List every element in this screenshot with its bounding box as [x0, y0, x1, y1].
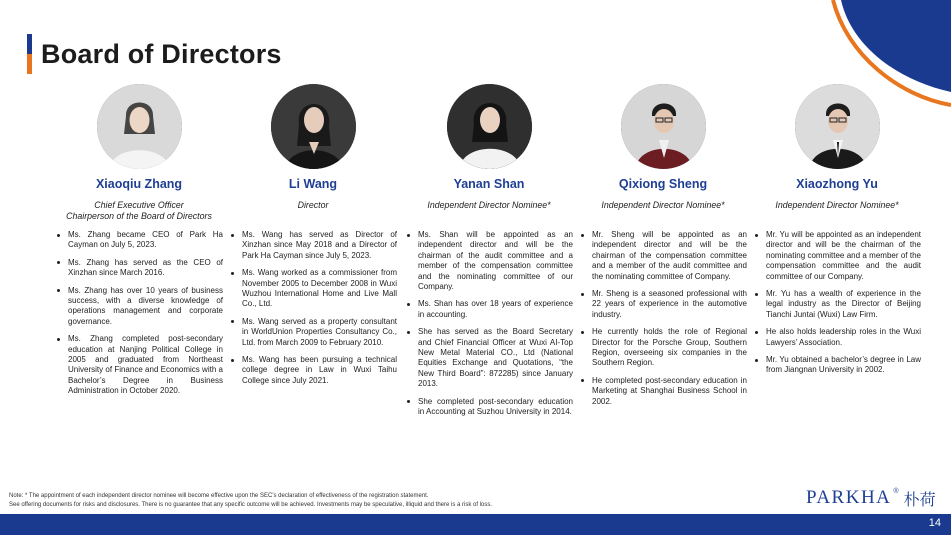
- logo-chinese: 朴荷: [903, 489, 936, 509]
- director-name: Qixiong Sheng: [618, 177, 708, 191]
- bio-item: Ms. Shan has over 18 years of experience in accounting.: [405, 299, 573, 320]
- bio-item: Ms. Wang has been pursuing a technical college degree in Law in Wuxi Taihu College since July 2021.: [229, 355, 397, 386]
- director-role: [753, 200, 921, 224]
- logo-text: PARKHA: [806, 487, 892, 508]
- director-role: [405, 200, 573, 224]
- footnote-line: Note: * The appointment of each independent director nominee will become effective upon the SEC’s declaration of effectiveness of the registration statement.: [9, 493, 429, 499]
- bio-item: Mr. Yu has a wealth of experience in the legal industry as the Director of Beijing Tianchi Juntai (Wuxi) Law Firm.: [753, 289, 921, 320]
- footnote: [9, 492, 649, 510]
- footer-bar: [0, 514, 951, 535]
- bio-item: Ms. Zhang has served as the CEO of Xinzhan since March 2016.: [55, 258, 223, 279]
- director-card-qixiong-sheng: [579, 84, 747, 414]
- avatar: [447, 84, 532, 169]
- bio-item: Ms. Wang has served as Director of Xinzhan since May 2018 and a Director of Park Ha Cayman since July 5, 2023.: [229, 230, 397, 261]
- bio-item: Ms. Zhang has over 10 years of business success, with a diverse knowledge of operations management and corporate governance.: [55, 286, 223, 328]
- bio-item: She has served as the Board Secretary and Chief Financial Officer at Wuxi AI-Top New Metal Material CO., Ltd (National Equities Exchange and Quotations, “the New Third Board”: 872285) since January 2013.: [405, 327, 573, 389]
- bio-list: [55, 230, 223, 397]
- director-card-xiaoqiu-zhang: [55, 84, 223, 404]
- bio-item: He also holds leadership roles in the Wuxi Lawyers’ Association.: [753, 327, 921, 348]
- bio-list: [579, 230, 747, 407]
- registered-mark: ®: [893, 488, 899, 495]
- avatar: [97, 84, 182, 169]
- role-line: Chief Executive Officer: [94, 200, 184, 210]
- bio-item: Ms. Wang worked as a commissioner from November 2005 to December 2008 in Wuxi Wuzhou International Home and Live Mall Co., Ltd.: [229, 268, 397, 310]
- role-line: Director: [297, 200, 329, 210]
- person-photo-icon: [271, 84, 356, 169]
- bio-item: Ms. Zhang completed post-secondary education at Nanjing Political College in 2005 and graduated from Northeast University of Finance and Economics with a Bachelor’s Degree in Business Administration in October 2020.: [55, 334, 223, 396]
- bio-item: She completed post-secondary education in Accounting at Suzhou University in 2014.: [405, 397, 573, 418]
- director-role: [55, 200, 223, 224]
- directors-grid: [55, 84, 921, 494]
- bio-item: He currently holds the role of Regional Director for the Porsche Group, Southern Region, overseeing six companies in the Southern Region.: [579, 327, 747, 369]
- director-name: Xiaoqiu Zhang: [95, 177, 183, 191]
- role-line: Chairperson of the Board of Directors: [66, 211, 212, 221]
- bio-list: [753, 230, 921, 376]
- director-card-li-wang: [229, 84, 397, 393]
- person-photo-icon: [97, 84, 182, 169]
- company-logo: [806, 487, 936, 509]
- role-line: Independent Director Nominee*: [775, 200, 899, 210]
- footnote-line: See offering documents for risks and disclosures. There is no guarantee that any specific outcome will be achieved. Investments may be speculative, illiquid and there is a risk of loss.: [9, 502, 493, 508]
- bio-list: [405, 230, 573, 418]
- role-line: Independent Director Nominee*: [601, 200, 725, 210]
- avatar: [271, 84, 356, 169]
- bio-item: Mr. Sheng will be appointed as an independent director and will be the chairman of the compensation committee and a member of the audit committee and the nominating committee of Company.: [579, 230, 747, 282]
- page-title: Board of Directors: [41, 38, 282, 69]
- bio-item: Ms. Shan will be appointed as an independent director and will be the chairman of the audit committee and a member of the compensation committee and the nominating committee of our Company.: [405, 230, 573, 292]
- bio-item: Mr. Yu obtained a bachelor’s degree in Law from Jiangnan University in 2002.: [753, 355, 921, 376]
- bio-list: [229, 230, 397, 386]
- director-name: Xiaozhong Yu: [796, 177, 878, 191]
- avatar: [795, 84, 880, 169]
- title-accent-bar: [27, 34, 32, 74]
- director-role: [229, 200, 397, 224]
- director-name: Yanan Shan: [453, 177, 525, 191]
- director-role: [579, 200, 747, 224]
- person-photo-icon: [621, 84, 706, 169]
- person-photo-icon: [795, 84, 880, 169]
- bio-item: Mr. Yu will be appointed as an independent director and will be the chairman of the nominating committee and a member of the compensation committee and the audit committee of our Company.: [753, 230, 921, 282]
- person-photo-icon: [447, 84, 532, 169]
- bio-item: Ms. Zhang became CEO of Park Ha Cayman on July 5, 2023.: [55, 230, 223, 251]
- director-card-xiaozhong-yu: [753, 84, 921, 383]
- title-block: [27, 34, 282, 74]
- bio-item: Ms. Wang served as a property consultant in WorldUnion Properties Consultancy Co., Ltd. from March 2009 to February 2010.: [229, 317, 397, 348]
- avatar: [621, 84, 706, 169]
- director-name: Li Wang: [288, 177, 338, 191]
- director-card-yanan-shan: [405, 84, 573, 425]
- bio-item: Mr. Sheng is a seasoned professional with 22 years of experience in the automotive industry.: [579, 289, 747, 320]
- bio-item: He completed post-secondary education in Marketing at Shanghai Business School in 2002.: [579, 376, 747, 407]
- page-number: 14: [928, 517, 941, 529]
- role-line: Independent Director Nominee*: [427, 200, 551, 210]
